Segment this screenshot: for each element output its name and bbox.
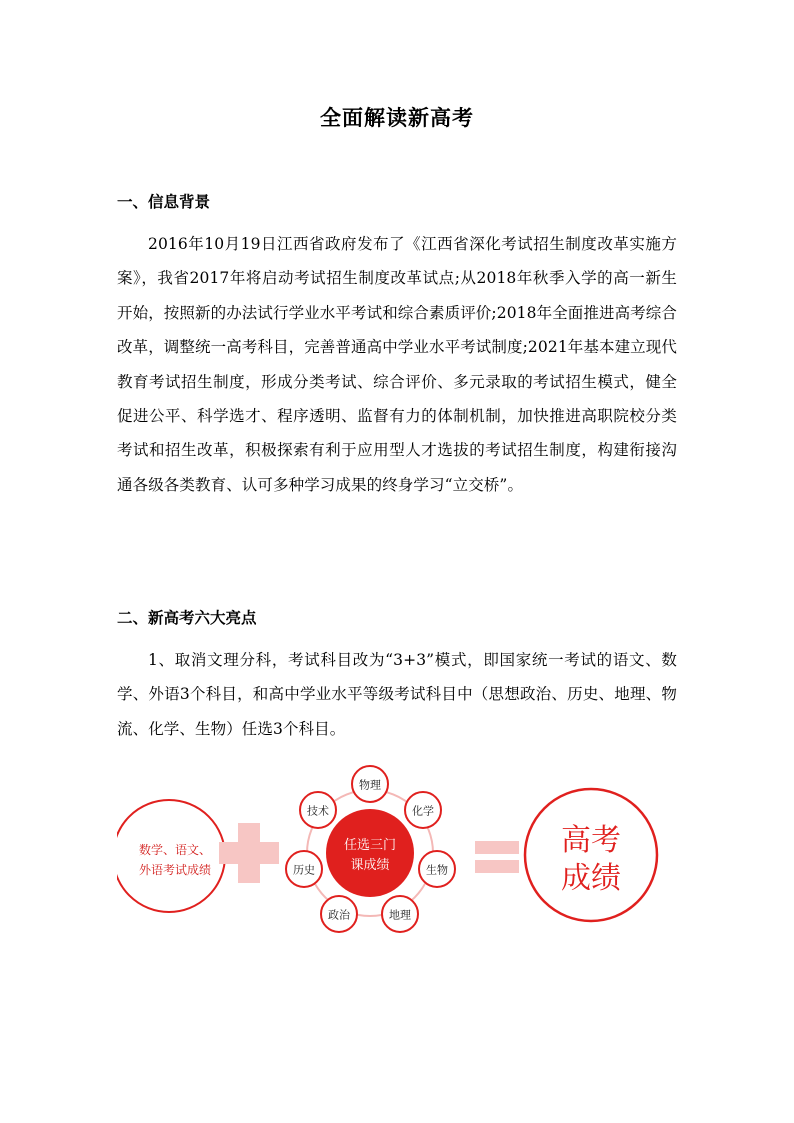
- right-circle-line1: 高考: [561, 823, 621, 858]
- plus-icon: [219, 823, 279, 883]
- subject-node-history: [286, 851, 322, 887]
- subject-selection-diagram: [117, 762, 677, 940]
- section-heading-background: 一、信息背景: [117, 193, 211, 211]
- subject-label: 地理: [389, 908, 411, 922]
- section-paragraph-highlight-1: 1、取消文理分科，考试科目改为“3+3”模式，即国家统一考试的语文、数学、外语3个科目，和高中学业水平等级考试科目中（思想政治、历史、地理、物流、化学、生物）任选3个科目。: [117, 651, 677, 738]
- left-circle-line2: 外语考试成绩: [138, 863, 212, 877]
- subject-label: 化学: [412, 804, 434, 818]
- subject-label: 物理: [359, 778, 381, 792]
- center-circle-line2: 课成绩: [350, 858, 390, 873]
- document-title: 全面解读新高考: [320, 106, 474, 130]
- subject-label: 技术: [307, 804, 329, 818]
- subject-node-geography: [382, 896, 418, 932]
- center-circle-line1: 任选三门: [343, 838, 397, 853]
- subject-label: 历史: [293, 863, 315, 877]
- subject-node-biology: [419, 851, 455, 887]
- equals-icon: [475, 841, 519, 873]
- diagram-svg: [117, 762, 677, 940]
- subject-node-technology: [300, 792, 336, 828]
- subject-node-politics: [321, 896, 357, 932]
- subject-node-chemistry: [405, 792, 441, 828]
- left-circle-line1: 数学、语文、: [138, 843, 212, 857]
- right-circle-line2: 成绩: [561, 861, 621, 896]
- section-paragraph-background: 2016年10月19日江西省政府发布了《江西省深化考试招生制度改革实施方案》，我省2017年将启动考试招生制度改革试点;从2018年秋季入学的高一新生开始，按照新的办法试行学业水平考试和综合素质评价;2018年全面推进高考综合改革，调整统一高考科目，完善普通高中学业水平考试制度;2021年基本建立现代教育考试招生制度，形成分类考试、综合评价、多元录取的考试招生模式，健全促进公平、科学选才、程序透明、监督有力的体制机制，加快推进高职院校分类考试和招生改革，积极探索有利于应用型人才选拔的考试招生制度，构建衔接沟通各级各类教育、认可多种学习成果的终身学习“立交桥”。: [117, 235, 677, 494]
- subject-label: 生物: [426, 863, 448, 877]
- center-circle: [326, 809, 414, 897]
- section-heading-highlights: 二、新高考六大亮点: [117, 609, 257, 627]
- subject-label: 政治: [328, 908, 350, 922]
- subject-node-physics: [352, 766, 388, 802]
